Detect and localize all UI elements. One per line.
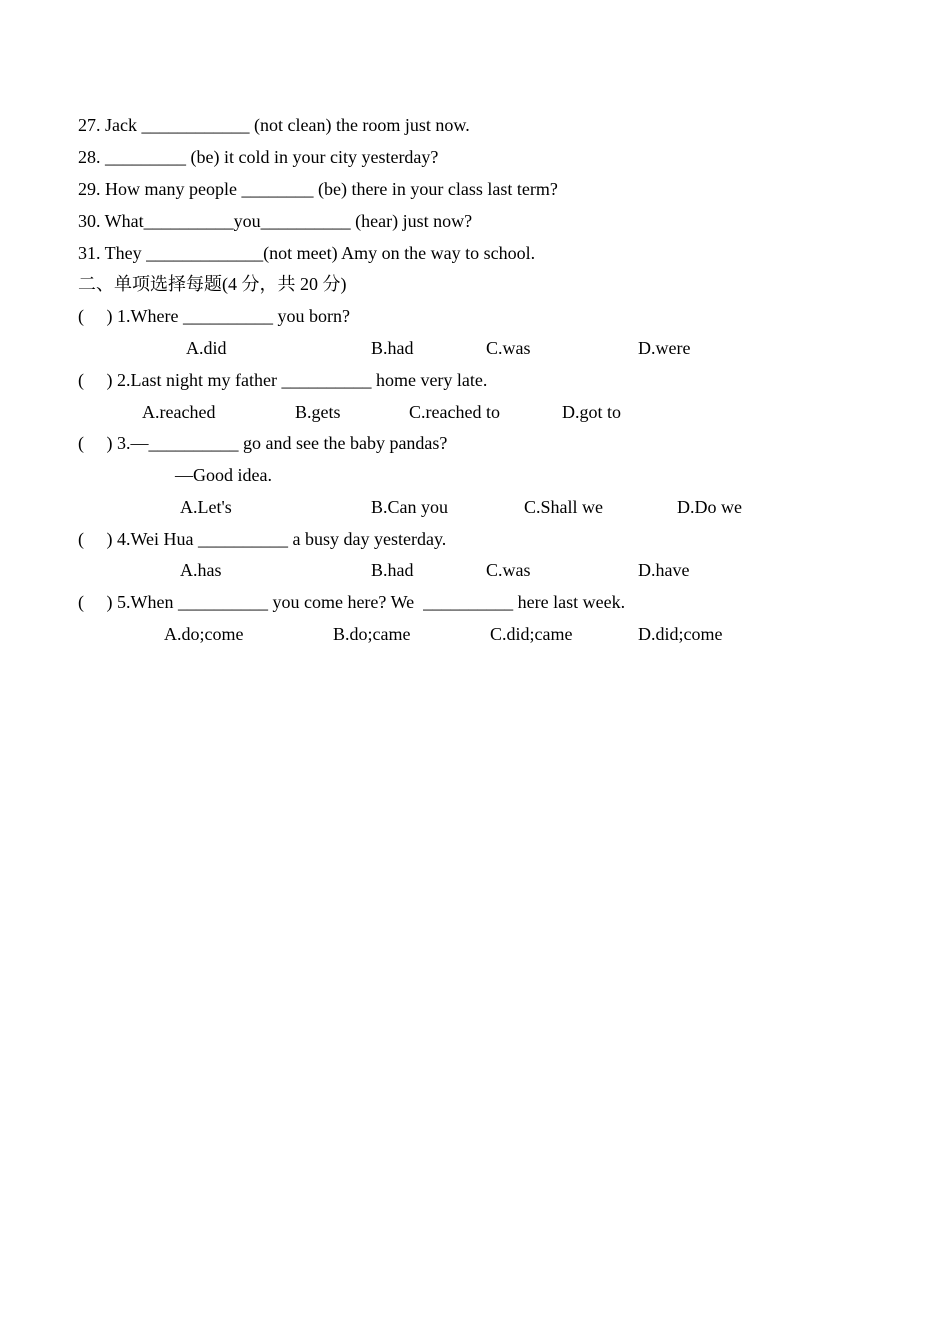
- option-a: A.do;come: [164, 624, 244, 644]
- mc-question-5-stem: ( ) 5.When __________ you come here? We __________ here last week.: [78, 592, 626, 612]
- option-c: C.reached to: [409, 402, 500, 422]
- option-b: B.do;came: [333, 624, 411, 644]
- option-b: B.had: [371, 338, 414, 358]
- option-b: B.gets: [295, 402, 341, 422]
- option-d: D.have: [638, 560, 690, 580]
- option-a: A.reached: [142, 402, 216, 422]
- mc-question-3-reply: —Good idea.: [175, 465, 272, 485]
- section-heading: 二、单项选择每题(4 分，共 20 分): [78, 274, 347, 294]
- mc-question-2-stem: ( ) 2.Last night my father __________ home very late.: [78, 370, 488, 390]
- option-b: B.had: [371, 560, 414, 580]
- option-d: D.were: [638, 338, 691, 358]
- option-c: C.was: [486, 560, 531, 580]
- fill-in-question-28: 28. _________ (be) it cold in your city yesterday?: [78, 147, 439, 167]
- option-c: C.Shall we: [524, 497, 603, 517]
- option-c: C.did;came: [490, 624, 573, 644]
- fill-in-question-27: 27. Jack ____________ (not clean) the room just now.: [78, 115, 470, 135]
- option-c: C.was: [486, 338, 531, 358]
- option-a: A.did: [186, 338, 227, 358]
- option-b: B.Can you: [371, 497, 449, 517]
- mc-question-4-stem: ( ) 4.Wei Hua __________ a busy day yesterday.: [78, 529, 447, 549]
- option-d: D.Do we: [677, 497, 742, 517]
- option-a: A.Let's: [180, 497, 232, 517]
- fill-in-question-30: 30. What__________you__________ (hear) just now?: [78, 211, 473, 231]
- option-d: D.did;come: [638, 624, 723, 644]
- mc-question-3-stem: ( ) 3.—__________ go and see the baby pandas?: [78, 433, 448, 453]
- option-a: A.has: [180, 560, 222, 580]
- option-d: D.got to: [562, 402, 622, 422]
- fill-in-question-29: 29. How many people ________ (be) there in your class last term?: [78, 179, 558, 199]
- fill-in-question-31: 31. They _____________(not meet) Amy on the way to school.: [78, 243, 536, 263]
- mc-question-1-stem: ( ) 1.Where __________ you born?: [78, 306, 350, 326]
